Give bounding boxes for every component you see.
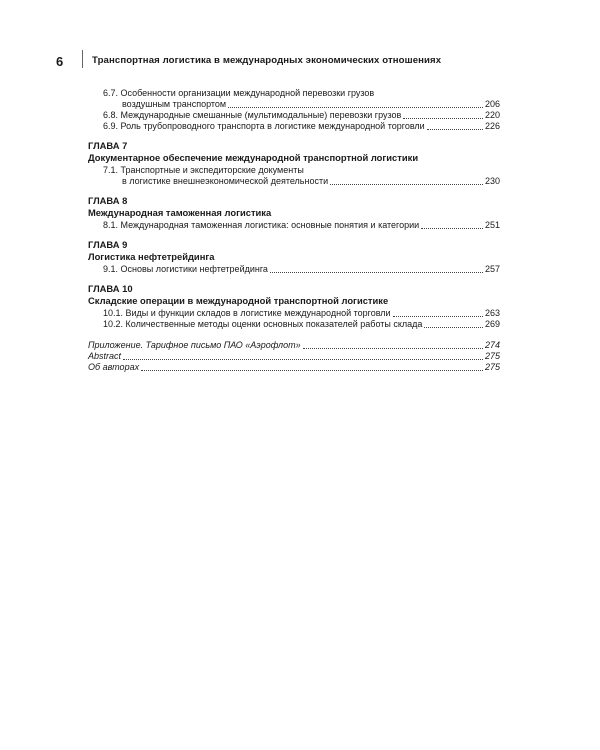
toc-entry-title: Abstract [88, 351, 122, 361]
chapter-title[interactable]: Документарное обеспечение международной транспортной логистики [88, 152, 419, 163]
toc-entry-page: 257 [484, 264, 500, 274]
chapter-title[interactable]: Международная таможенная логистика [88, 207, 272, 218]
toc-entry-appendix[interactable] [88, 340, 500, 351]
toc-entry-page: 275 [484, 362, 500, 372]
toc-entry-title: воздушным транспортом [122, 99, 227, 109]
toc-entry-title: Приложение. Тарифное письмо ПАО «Аэрофлот» [88, 340, 301, 350]
chapter-title[interactable]: Складские операции в международной транспортной логистике [88, 295, 389, 306]
dot-leader [330, 184, 483, 185]
dot-leader [303, 348, 483, 349]
chapter-9 [88, 239, 500, 275]
chapter-label: ГЛАВА 9 [88, 239, 128, 250]
dot-leader [123, 359, 483, 360]
toc-entry-page: 230 [484, 176, 500, 186]
toc-entry-page: 206 [484, 99, 500, 109]
toc-entry-page: 226 [484, 121, 500, 131]
chapter-7 [88, 140, 500, 187]
toc-entry-title: 6.8. Международные смешанные (мультимодальные) перевозки грузов [103, 110, 402, 120]
toc-entry-title-line1: 6.7. Особенности организации международной перевозки грузов [103, 88, 375, 98]
dot-leader [393, 316, 483, 317]
toc-entry-page: 275 [484, 351, 500, 361]
toc-entry-title: Об авторах [88, 362, 140, 372]
toc-entry-10-2[interactable] [88, 319, 500, 330]
toc-entry-6-9[interactable] [88, 121, 500, 132]
toc-entry-title-line1: 7.1. Транспортные и экспедиторские документы [103, 165, 304, 175]
toc-entry-title: в логистике внешнеэкономической деятельности [122, 176, 329, 186]
toc-entry-page: 220 [484, 110, 500, 120]
dot-leader [270, 272, 483, 273]
chapter-10 [88, 283, 500, 330]
toc-entry-title: 9.1. Основы логистики нефтетрейдинга [103, 264, 268, 274]
table-of-contents [88, 88, 500, 373]
dot-leader [427, 129, 483, 130]
running-title: Транспортная логистика в международных экономических отношениях [92, 55, 442, 66]
dot-leader [141, 370, 483, 371]
dot-leader [424, 327, 483, 328]
toc-entry-abstract[interactable] [88, 351, 500, 362]
toc-entry-authors[interactable] [88, 362, 500, 373]
toc-entry-6-7[interactable] [88, 88, 500, 110]
chapter-8 [88, 195, 500, 231]
header-divider [82, 50, 83, 68]
toc-entry-6-8[interactable] [88, 110, 500, 121]
page-header [0, 50, 600, 74]
toc-entry-page: 263 [484, 308, 500, 318]
toc-entry-7-1[interactable] [88, 165, 500, 187]
toc-entry-page: 274 [484, 340, 500, 350]
chapter-label: ГЛАВА 7 [88, 140, 128, 151]
chapter-title[interactable]: Логистика нефтетрейдинга [88, 251, 215, 262]
dot-leader [228, 107, 483, 108]
dot-leader [403, 118, 483, 119]
toc-entry-10-1[interactable] [88, 308, 500, 319]
toc-entry-title: 6.9. Роль трубопроводного транспорта в логистике международной торговли [103, 121, 425, 131]
toc-entry-page: 269 [484, 319, 500, 329]
toc-entry-title: 8.1. Международная таможенная логистика: основные понятия и категории [103, 220, 420, 230]
dot-leader [421, 228, 483, 229]
chapter-label: ГЛАВА 8 [88, 195, 128, 206]
chapter-label: ГЛАВА 10 [88, 283, 133, 294]
toc-entry-9-1[interactable] [88, 264, 500, 275]
toc-entry-8-1[interactable] [88, 220, 500, 231]
toc-entry-page: 251 [484, 220, 500, 230]
page-number: 6 [56, 54, 64, 69]
toc-entry-title: 10.2. Количественные методы оценки основных показателей работы склада [103, 319, 423, 329]
toc-entry-title: 10.1. Виды и функции складов в логистике международной торговли [103, 308, 391, 318]
back-matter [88, 340, 500, 373]
